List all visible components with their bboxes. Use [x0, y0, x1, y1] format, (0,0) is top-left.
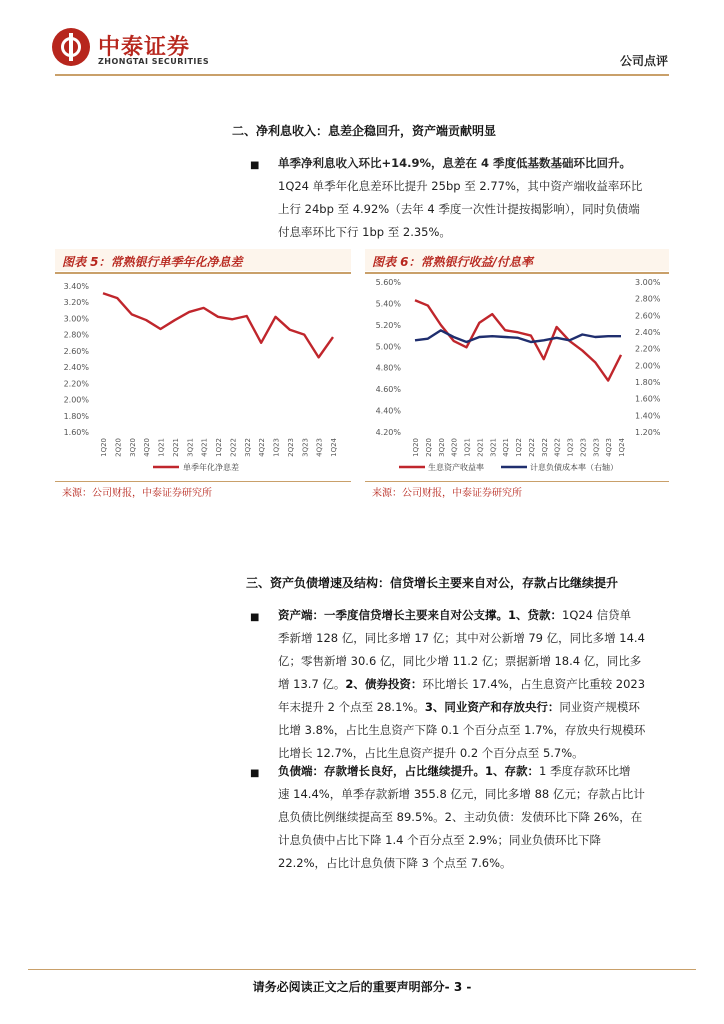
right-y-tick-label: 2.40% — [635, 328, 661, 337]
left-y-tick-label: 4.40% — [375, 406, 401, 416]
x-tick-label: 1Q23 — [566, 438, 575, 457]
x-tick-label: 4Q21 — [200, 438, 209, 457]
paragraph-lead: 资产端：一季度信贷增长主要来自对公支撑。1、贷款： — [278, 608, 562, 622]
y-tick-label: 2.40% — [63, 363, 89, 373]
y-tick-label: 2.80% — [63, 330, 89, 340]
header-divider — [55, 74, 669, 76]
paragraph-line: 季新增 128 亿，同比多增 17 亿；其中对公新增 79 亿，同比多增 14.4 — [278, 631, 645, 645]
figure-5-chart — [55, 274, 351, 480]
paragraph-text: 同业资产规模环 — [559, 700, 640, 714]
paragraph-text: 环比增长 17.4%，占生息资产比重较 2023 — [422, 677, 646, 691]
x-tick-label: 3Q22 — [243, 438, 252, 457]
figure-6-source: 来源：公司财报，中泰证券研究所 — [372, 488, 522, 499]
x-tick-label: 1Q24 — [330, 438, 338, 457]
y-tick-label: 3.40% — [63, 282, 89, 291]
paragraph-subhead: 3、同业资产和存放央行： — [424, 700, 560, 714]
left-y-tick-label: 4.60% — [375, 385, 401, 395]
x-tick-label: 4Q23 — [605, 438, 614, 457]
paragraph-line: 22.2%，占比计息负债下降 3 个点至 7.6%。 — [278, 856, 512, 870]
legend-label-liability-cost: 计息负债成本率（右轴） — [530, 463, 618, 472]
left-y-tick-label: 4.20% — [375, 428, 401, 437]
right-y-tick-label: 2.80% — [635, 294, 661, 304]
x-tick-label: 3Q20 — [437, 438, 446, 457]
paragraph-asset-side — [278, 604, 678, 765]
figure-divider — [55, 481, 351, 482]
legend-label-asset-yield: 生息资产收益率 — [428, 463, 484, 472]
paragraph-line: 付息率环比下行 1bp 至 2.35%。 — [278, 225, 451, 239]
section-heading-balance-sheet: 三、资产负债增速及结构：信贷增长主要来自对公，存款占比继续提升 — [246, 576, 619, 590]
paragraph-line: 计息负债中占比下降 1.4 个百分点至 2.9%；同业负债环比下降 — [278, 833, 601, 847]
y-tick-label: 2.20% — [63, 379, 89, 389]
paragraph-line: 速 14.4%，单季存款新增 355.8 亿元，同比多增 88 亿元；存款占比计 — [278, 787, 645, 801]
company-logo-icon — [52, 28, 90, 66]
right-y-tick-label: 1.40% — [635, 411, 661, 421]
x-tick-label: 4Q20 — [450, 438, 459, 457]
x-tick-label: 1Q23 — [272, 438, 281, 457]
x-tick-label: 1Q24 — [618, 438, 626, 457]
x-tick-label: 2Q20 — [114, 438, 123, 457]
y-tick-label: 3.00% — [63, 314, 89, 324]
x-tick-label: 1Q22 — [215, 438, 223, 457]
x-tick-label: 3Q21 — [186, 438, 195, 457]
x-tick-label: 2Q23 — [286, 438, 295, 457]
right-y-tick-label: 3.00% — [635, 278, 661, 287]
y-tick-label: 2.00% — [63, 395, 89, 405]
paragraph-line: 比增 3.8%，占比生息资产下降 0.1 个百分点至 1.7%，存放央行规模环 — [278, 723, 646, 737]
figure-5-source: 来源：公司财报，中泰证券研究所 — [62, 488, 212, 499]
series-line-net-interest-margin — [103, 293, 333, 357]
x-tick-label: 2Q21 — [476, 438, 485, 457]
paragraph-line: 上行 24bp 至 4.92%（去年 4 季度一次性计提按揭影响），同时负债端 — [278, 202, 640, 216]
paragraph-subhead: 2、债券投资： — [345, 677, 423, 691]
figure-6-chart — [365, 274, 669, 480]
left-y-tick-label: 5.40% — [375, 299, 401, 309]
x-tick-label: 2Q22 — [527, 438, 536, 457]
y-tick-label: 1.60% — [63, 428, 89, 437]
x-tick-label: 3Q22 — [540, 438, 549, 457]
right-y-tick-label: 2.00% — [635, 361, 661, 371]
bullet-marker: ■ — [250, 612, 260, 623]
figure-6-title: 图表 6：常熟银行收益/付息率 — [372, 255, 533, 269]
x-tick-label: 4Q22 — [553, 438, 562, 457]
left-y-tick-label: 5.60% — [375, 278, 401, 287]
left-y-tick-label: 5.20% — [375, 320, 401, 330]
x-tick-label: 1Q21 — [463, 438, 472, 457]
paragraph-lead: 单季净利息收入环比+14.9%，息差在 4 季度低基数基础环比回升。 — [278, 156, 632, 170]
right-y-tick-label: 1.60% — [635, 394, 661, 404]
logo-english-name: ZHONGTAI SECURITIES — [98, 57, 210, 66]
figure-divider — [365, 481, 669, 482]
x-tick-label: 2Q21 — [171, 438, 180, 457]
bullet-marker: ■ — [250, 768, 260, 779]
series-line-asset-yield — [415, 300, 621, 380]
left-y-tick-label: 4.80% — [375, 363, 401, 373]
y-tick-label: 1.80% — [63, 411, 89, 421]
x-tick-label: 2Q22 — [229, 438, 238, 457]
x-tick-label: 4Q22 — [258, 438, 267, 457]
figure-5-title: 图表 5：常熟银行单季年化净息差 — [62, 255, 243, 269]
right-y-tick-label: 2.20% — [635, 344, 661, 354]
x-tick-label: 3Q23 — [592, 438, 601, 457]
page-header — [0, 0, 724, 80]
x-tick-label: 1Q20 — [412, 438, 420, 457]
logo-chinese-name: 中泰证券 — [98, 35, 191, 60]
right-y-tick-label: 1.80% — [635, 378, 661, 387]
x-tick-label: 2Q23 — [579, 438, 588, 457]
x-tick-label: 1Q21 — [157, 438, 166, 457]
x-tick-label: 4Q20 — [143, 438, 152, 457]
x-tick-label: 4Q23 — [315, 438, 324, 457]
paragraph-line: 亿；零售新增 30.6 亿，同比少增 11.2 亿；票据新增 18.4 亿，同比多 — [278, 654, 642, 668]
paragraph-lead: 负债端：存款增长良好，占比继续提升。1、存款： — [278, 764, 539, 778]
paragraph-net-interest — [278, 152, 678, 244]
x-tick-label: 1Q20 — [100, 438, 108, 457]
footer-divider — [28, 969, 696, 970]
x-tick-label: 2Q20 — [424, 438, 433, 457]
left-y-tick-label: 5.00% — [375, 342, 401, 352]
paragraph-line: 息负债比例继续提高至 89.5%。2、主动负债：发债环比下降 26%，在 — [278, 810, 643, 824]
x-tick-label: 3Q20 — [128, 438, 137, 457]
paragraph-liability-side — [278, 760, 678, 875]
section-heading-net-interest: 二、净利息收入：息差企稳回升，资产端贡献明显 — [232, 124, 497, 138]
x-tick-label: 3Q23 — [301, 438, 310, 457]
paragraph-line: 1Q24 单季年化息差环比提升 25bp 至 2.77%，其中资产端收益率环比 — [278, 179, 643, 193]
paragraph-text: 增 13.7 亿。 — [278, 677, 346, 691]
paragraph-line: 比增长 12.7%，占比生息资产提升 0.2 个百分点至 5.7%。 — [278, 746, 584, 760]
document-type: 公司点评 — [619, 54, 668, 68]
paragraph-text: 1Q24 信贷单 — [562, 608, 632, 622]
x-tick-label: 3Q21 — [489, 438, 498, 457]
bullet-marker: ■ — [250, 160, 260, 171]
y-tick-label: 3.20% — [63, 298, 89, 308]
x-tick-label: 1Q22 — [515, 438, 523, 457]
y-tick-label: 2.60% — [63, 346, 89, 356]
x-tick-label: 4Q21 — [502, 438, 511, 457]
page-footer: 请务必阅读正文之后的重要声明部分- 3 - — [252, 980, 472, 994]
legend-label-net-interest-margin: 单季年化净息差 — [183, 463, 239, 472]
paragraph-text: 1 季度存款环比增 — [539, 764, 631, 778]
right-y-tick-label: 1.20% — [635, 428, 661, 437]
right-y-tick-label: 2.60% — [635, 311, 661, 321]
paragraph-text: 年末提升 2 个点至 28.1%。 — [278, 700, 425, 714]
